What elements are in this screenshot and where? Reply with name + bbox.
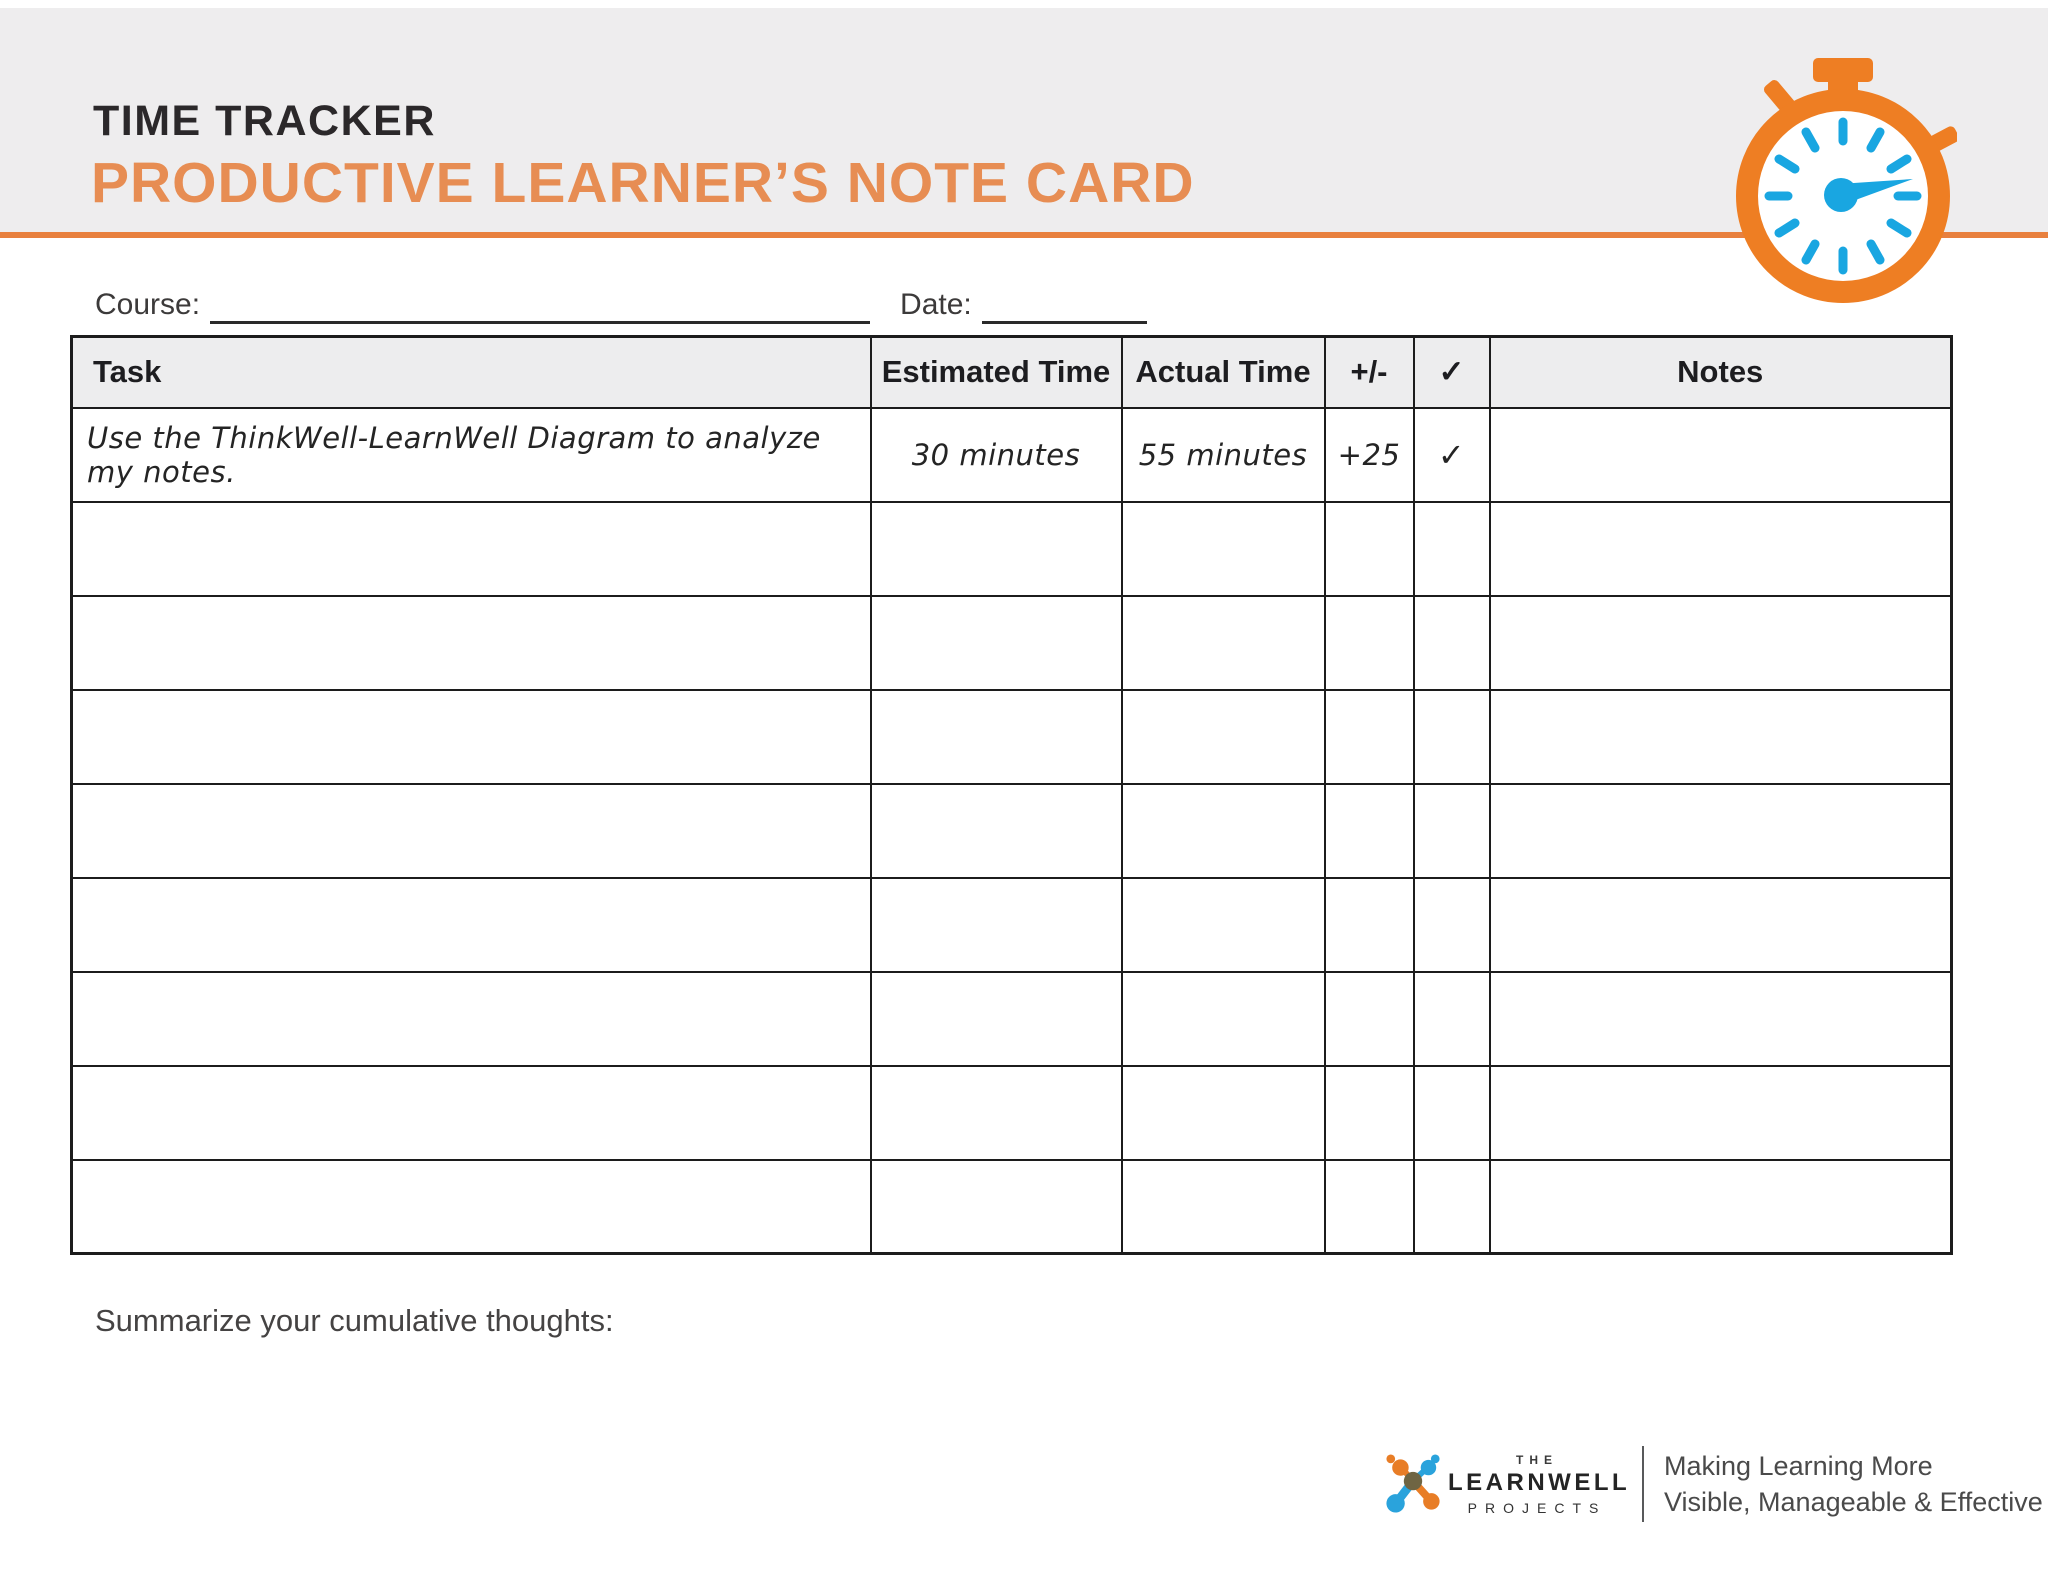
actual-cell[interactable] — [1122, 502, 1325, 596]
actual-cell[interactable] — [1122, 972, 1325, 1066]
col-header-actual-time: Actual Time — [1122, 337, 1325, 408]
logo-sub: PROJECTS — [1467, 1499, 1607, 1516]
check-cell[interactable] — [1414, 1066, 1490, 1160]
notes-cell[interactable] — [1490, 784, 1952, 878]
notes-cell[interactable] — [1490, 878, 1952, 972]
date-label: Date: — [900, 288, 972, 321]
check-cell[interactable] — [1414, 972, 1490, 1066]
notes-cell[interactable] — [1490, 408, 1952, 502]
learnwell-molecule-icon — [1384, 1453, 1442, 1515]
task-cell[interactable] — [72, 596, 871, 690]
actual-cell[interactable] — [1122, 1160, 1325, 1254]
task-cell[interactable] — [72, 1066, 871, 1160]
logo-the: THE — [1516, 1452, 1558, 1467]
task-cell[interactable]: Use the ThinkWell-LearnWell Diagram to analyze my notes. — [72, 408, 871, 502]
table-row — [72, 1066, 1952, 1160]
table-row — [72, 972, 1952, 1066]
diff-cell[interactable] — [1325, 784, 1414, 878]
task-cell[interactable] — [72, 878, 871, 972]
table-row — [72, 784, 1952, 878]
date-input-line[interactable] — [982, 290, 1147, 324]
diff-cell[interactable] — [1325, 878, 1414, 972]
notes-cell[interactable] — [1490, 690, 1952, 784]
estimated-cell[interactable] — [871, 502, 1122, 596]
doc-kicker: TIME TRACKER — [93, 97, 436, 145]
diff-cell[interactable] — [1325, 596, 1414, 690]
estimated-cell[interactable]: 30 minutes — [871, 408, 1122, 502]
estimated-cell[interactable] — [871, 596, 1122, 690]
estimated-cell[interactable] — [871, 972, 1122, 1066]
stopwatch-icon — [1727, 56, 1957, 308]
col-header-check: ✓ — [1414, 337, 1490, 408]
logo-wordmark — [1448, 1452, 1631, 1516]
tagline-line-2: Visible, Manageable & Effective — [1664, 1487, 2043, 1517]
actual-cell[interactable] — [1122, 1066, 1325, 1160]
actual-cell[interactable]: 55 minutes — [1122, 408, 1325, 502]
table-row — [72, 408, 1952, 502]
task-cell[interactable] — [72, 502, 871, 596]
check-cell[interactable] — [1414, 784, 1490, 878]
col-header-estimated-time: Estimated Time — [871, 337, 1122, 408]
task-cell[interactable] — [72, 1160, 871, 1254]
actual-cell[interactable] — [1122, 878, 1325, 972]
notes-cell[interactable] — [1490, 502, 1952, 596]
page-title: PRODUCTIVE LEARNER’S NOTE CARD — [91, 151, 1195, 215]
diff-cell[interactable]: +25 — [1325, 408, 1414, 502]
diff-cell[interactable] — [1325, 1160, 1414, 1254]
table-header-row — [72, 337, 1952, 408]
table-row — [72, 502, 1952, 596]
course-input-line[interactable] — [210, 290, 870, 324]
task-cell[interactable] — [72, 690, 871, 784]
notes-cell[interactable] — [1490, 972, 1952, 1066]
estimated-cell[interactable] — [871, 1066, 1122, 1160]
course-label: Course: — [95, 288, 201, 321]
logo-name: LEARNWELL — [1448, 1468, 1631, 1496]
col-header-task: Task — [72, 337, 871, 408]
notes-cell[interactable] — [1490, 1066, 1952, 1160]
footer-tagline — [1664, 1448, 2043, 1520]
check-cell[interactable] — [1414, 878, 1490, 972]
table-row — [72, 690, 1952, 784]
table-row — [72, 878, 1952, 972]
check-cell[interactable] — [1414, 690, 1490, 784]
summary-prompt: Summarize your cumulative thoughts: — [95, 1303, 614, 1338]
estimated-cell[interactable] — [871, 690, 1122, 784]
diff-cell[interactable] — [1325, 690, 1414, 784]
time-tracker-table — [70, 335, 1953, 1255]
check-cell[interactable] — [1414, 1160, 1490, 1254]
task-cell[interactable] — [72, 784, 871, 878]
diff-cell[interactable] — [1325, 1066, 1414, 1160]
course-date-row — [95, 288, 1147, 324]
actual-cell[interactable] — [1122, 784, 1325, 878]
col-header-plus-minus: +/- — [1325, 337, 1414, 408]
notes-cell[interactable] — [1490, 596, 1952, 690]
estimated-cell[interactable] — [871, 878, 1122, 972]
notes-cell[interactable] — [1490, 1160, 1952, 1254]
task-cell[interactable] — [72, 972, 871, 1066]
table-row — [72, 1160, 1952, 1254]
diff-cell[interactable] — [1325, 972, 1414, 1066]
diff-cell[interactable] — [1325, 502, 1414, 596]
table-row — [72, 596, 1952, 690]
footer-divider — [1642, 1446, 1644, 1522]
actual-cell[interactable] — [1122, 690, 1325, 784]
col-header-notes: Notes — [1490, 337, 1952, 408]
estimated-cell[interactable] — [871, 1160, 1122, 1254]
check-cell[interactable] — [1414, 502, 1490, 596]
estimated-cell[interactable] — [871, 784, 1122, 878]
check-cell[interactable] — [1414, 596, 1490, 690]
actual-cell[interactable] — [1122, 596, 1325, 690]
tagline-line-1: Making Learning More — [1664, 1451, 1933, 1481]
footer-brand — [1384, 1446, 2043, 1522]
check-cell[interactable]: ✓ — [1414, 408, 1490, 502]
